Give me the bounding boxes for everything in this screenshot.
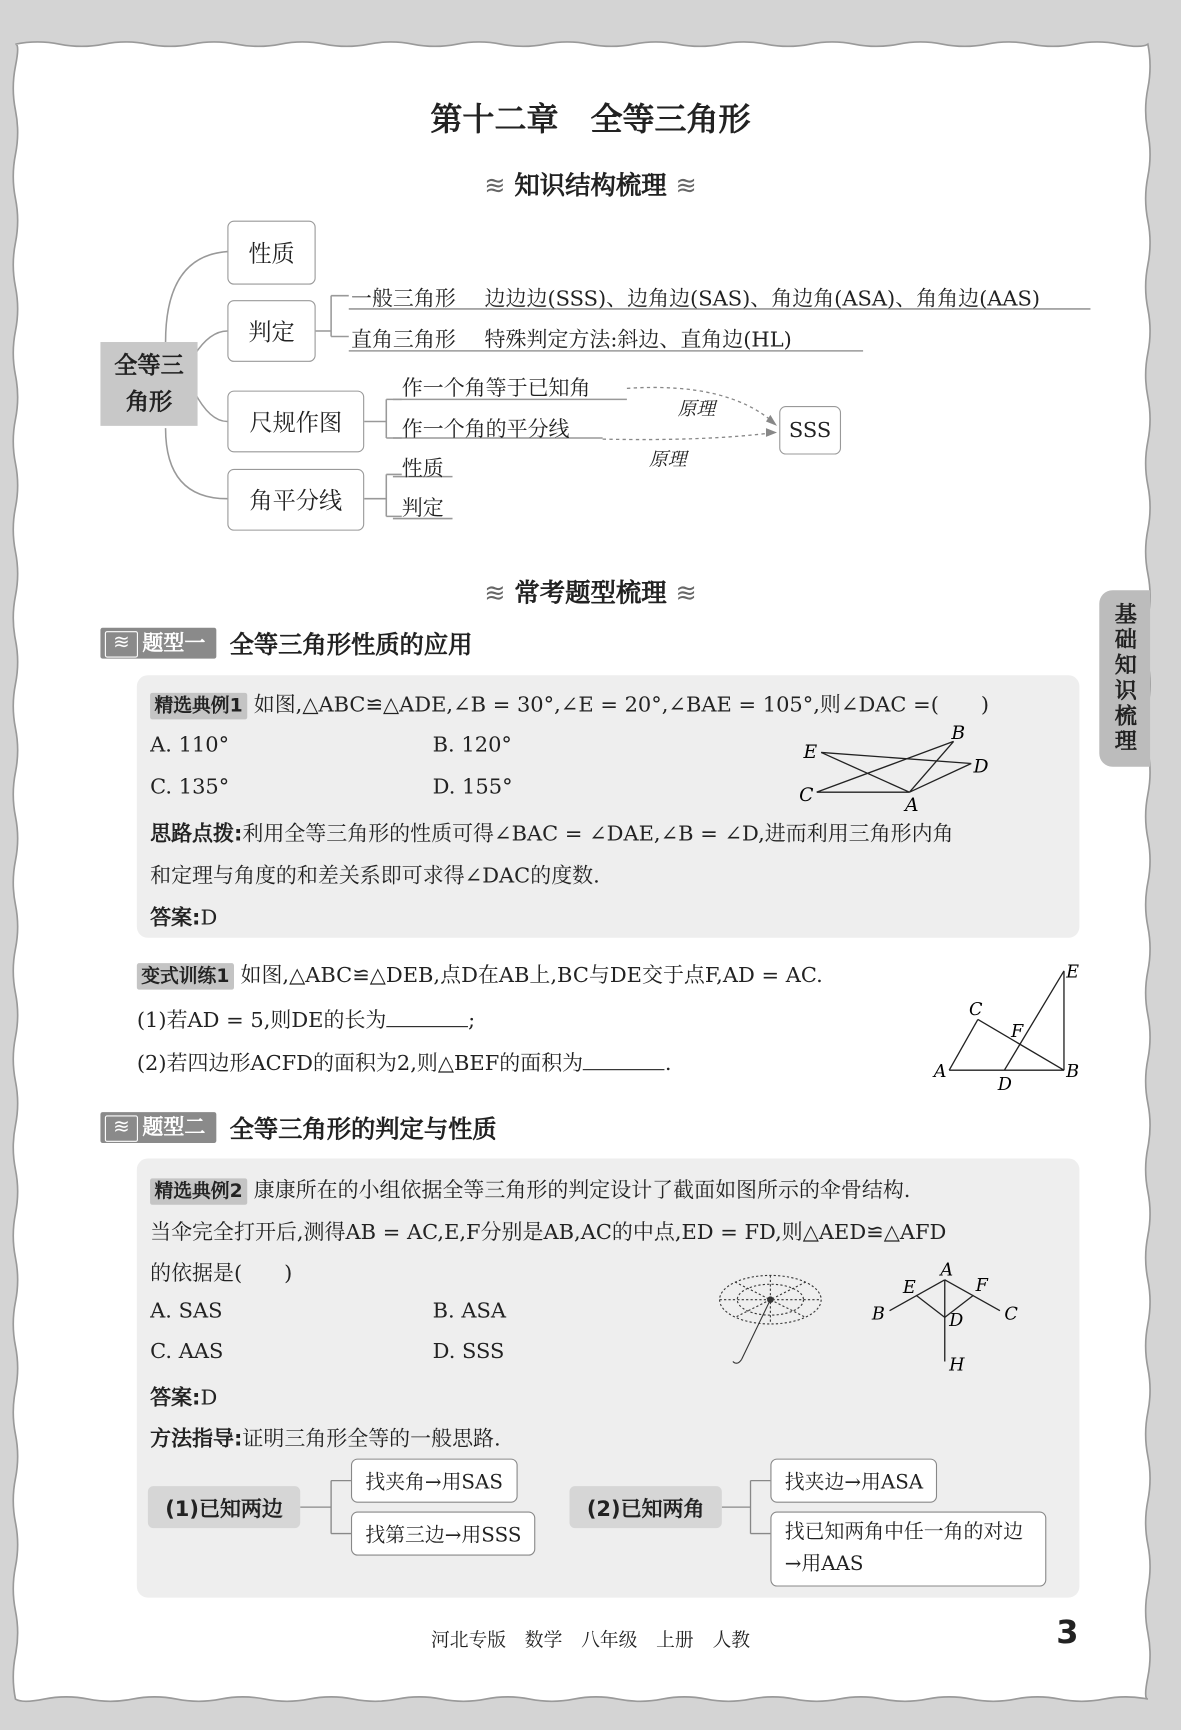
construct-item-bisector: 作一个角的平分线 [401, 417, 570, 442]
example2-option-c: C. AAS [150, 1339, 224, 1364]
fig1-label-d: D [973, 756, 989, 778]
q1-end: ; [468, 1008, 476, 1033]
judge-methods: 边边边(SSS)、边角边(SAS)、角边角(ASA)、角角边(AAS) [484, 286, 1041, 312]
mindmap-branch-judge: 判定 [227, 300, 315, 362]
q2-text: (2)若四边形ACFD的面积为2,则△BEF的面积为 [136, 1051, 584, 1076]
flow-key-two-angles: (2)已知两角 [570, 1486, 722, 1528]
fig3-label-a: A [940, 1260, 954, 1281]
mindmap-connectors [0, 0, 1181, 552]
type1-title: 全等三角形性质的应用 [229, 632, 473, 660]
practice1-label: 变式训练1 [137, 963, 234, 989]
judge-type: 一般三角形 [350, 286, 456, 312]
wave-icon: ≋ [484, 579, 506, 608]
q1-text: (1)若AD = 5,则DE的长为 [136, 1008, 387, 1033]
hint-text: 利用全等三角形的性质可得∠BAC = ∠DAE,∠B = ∠D,进而利用三角形内角 [242, 821, 954, 847]
section-heading-text: 知识结构梳理 [514, 172, 667, 201]
q2-end: . [664, 1051, 672, 1076]
principle-label: 原理 [677, 398, 716, 421]
answer-label: 答案: [150, 905, 201, 931]
bisector-judge: 判定 [401, 496, 444, 521]
practice1-q1 [137, 1004, 475, 1034]
fig3-label-h: H [949, 1355, 965, 1376]
umbrella-icon [713, 1264, 828, 1370]
type1-tag [100, 628, 216, 659]
example2-option-a: A. SAS [150, 1298, 223, 1323]
example1-question-text: 如图,△ABC≌△ADE,∠B = 30°,∠E = 20°,∠BAE = 105°,则∠DAC =( ) [253, 692, 990, 718]
section-heading-question-types [0, 573, 1181, 609]
fig2-label-c: C [969, 1000, 983, 1021]
chapter-title: 第十二章 全等三角形 [430, 100, 751, 138]
fig1-label-b: B [951, 723, 966, 745]
fig2-label-a: A [933, 1061, 947, 1082]
example1-hint-line2: 和定理与角度的和差关系即可求得∠DAC的度数. [150, 863, 600, 889]
mindmap-branch-construct: 尺规作图 [227, 391, 364, 453]
example2-label: 精选典例2 [150, 1178, 247, 1204]
example2-option-d: D. SSS [432, 1339, 505, 1364]
example1-label: 精选典例1 [150, 693, 247, 719]
fig2-label-b: B [1066, 1061, 1080, 1082]
wave-icon: ≋ [105, 1115, 138, 1141]
practice1-question [137, 959, 823, 989]
example1-answer [150, 901, 217, 931]
fig1-label-c: C [799, 784, 814, 806]
mindmap-root-text: 全等三角形 [114, 352, 184, 415]
flow-item-sas: 找夹角→用SAS [351, 1459, 517, 1503]
example2-option-b: B. ASA [432, 1298, 507, 1323]
fig3-label-d: D [949, 1311, 964, 1332]
judge-right [351, 323, 792, 353]
sss-box: SSS [779, 406, 841, 455]
type1-tag-text: 题型一 [142, 631, 206, 656]
flow-key-two-sides: (1)已知两边 [148, 1486, 300, 1528]
bisector-property: 性质 [401, 456, 444, 482]
answer-value: D [200, 905, 218, 931]
method-label: 方法指导: [150, 1426, 243, 1451]
mindmap-branch-bisector: 角平分线 [227, 469, 364, 531]
section-heading-text: 常考题型梳理 [514, 579, 667, 608]
answer-value: D [200, 1385, 218, 1411]
judge-general [351, 282, 1040, 312]
example1-option-a: A. 110° [150, 732, 230, 757]
flow-item-sss: 找第三边→用SSS [351, 1512, 536, 1556]
hint-label: 思路点拨: [150, 821, 243, 847]
fig3-label-b: B [871, 1304, 885, 1325]
wave-icon: ≋ [484, 172, 506, 201]
type2-tag [100, 1112, 216, 1143]
flow-item-asa: 找夹边→用ASA [770, 1459, 937, 1503]
fig3-label-c: C [1004, 1304, 1018, 1325]
fig2-label-f: F [1010, 1022, 1024, 1043]
mindmap-root [100, 342, 197, 426]
example2-question-line1 [150, 1174, 910, 1204]
fig3-label-f: F [975, 1275, 988, 1296]
example1-question [150, 688, 989, 718]
answer-label: 答案: [150, 1385, 201, 1411]
example2-answer [150, 1381, 217, 1411]
example1-hint [150, 818, 953, 848]
example2-question-line2: 当伞完全打开后,测得AB = AC,E,F分别是AB,AC的中点,ED = FD,则△AED≌△AFD [150, 1220, 947, 1245]
practice1-q2 [137, 1047, 672, 1077]
answer-blank[interactable] [386, 1006, 468, 1027]
principle-label: 原理 [648, 449, 687, 472]
type2-title: 全等三角形的判定与性质 [229, 1116, 497, 1145]
example1-option-c: C. 135° [150, 774, 230, 799]
example2-question-line3: 的依据是( ) [150, 1261, 293, 1286]
footer: 河北专版 数学 八年级 上册 人教 [430, 1629, 750, 1652]
example1-option-b: B. 120° [432, 732, 512, 757]
side-tab: 基础知识梳理 [1099, 590, 1150, 767]
construct-item-angle: 作一个角等于已知角 [401, 376, 591, 401]
page-number: 3 [1056, 1613, 1079, 1651]
example2-figure [861, 1258, 1038, 1379]
example1-option-d: D. 155° [432, 774, 513, 799]
answer-blank[interactable] [583, 1049, 665, 1070]
method-text: 证明三角形全等的一般思路. [242, 1426, 501, 1451]
fig1-label-e: E [803, 741, 818, 763]
wave-icon: ≋ [105, 631, 138, 657]
practice1-question-text: 如图,△ABC≌△DEB,点D在AB上,BC与DE交于点F,AD = AC. [240, 963, 823, 988]
wave-icon: ≋ [675, 579, 697, 608]
mindmap-branch-property: 性质 [227, 221, 315, 285]
judge-methods: 特殊判定方法:斜边、直角边(HL) [484, 327, 792, 352]
example2-question-text: 康康所在的小组依据全等三角形的判定设计了截面如图所示的伞骨结构. [253, 1178, 911, 1203]
fig1-label-a: A [905, 794, 919, 815]
judge-type: 直角三角形 [350, 327, 456, 352]
example1-figure [795, 719, 1005, 814]
practice1-figure [929, 958, 1095, 1099]
wave-icon: ≋ [675, 172, 697, 201]
fig3-label-e: E [902, 1278, 916, 1299]
type2-tag-text: 题型二 [142, 1115, 206, 1140]
fig2-label-e: E [1066, 962, 1080, 983]
fig2-label-d: D [997, 1075, 1012, 1096]
example2-method [150, 1422, 501, 1452]
flow-item-aas: 找已知两角中任一角的对边→用AAS [770, 1512, 1046, 1587]
